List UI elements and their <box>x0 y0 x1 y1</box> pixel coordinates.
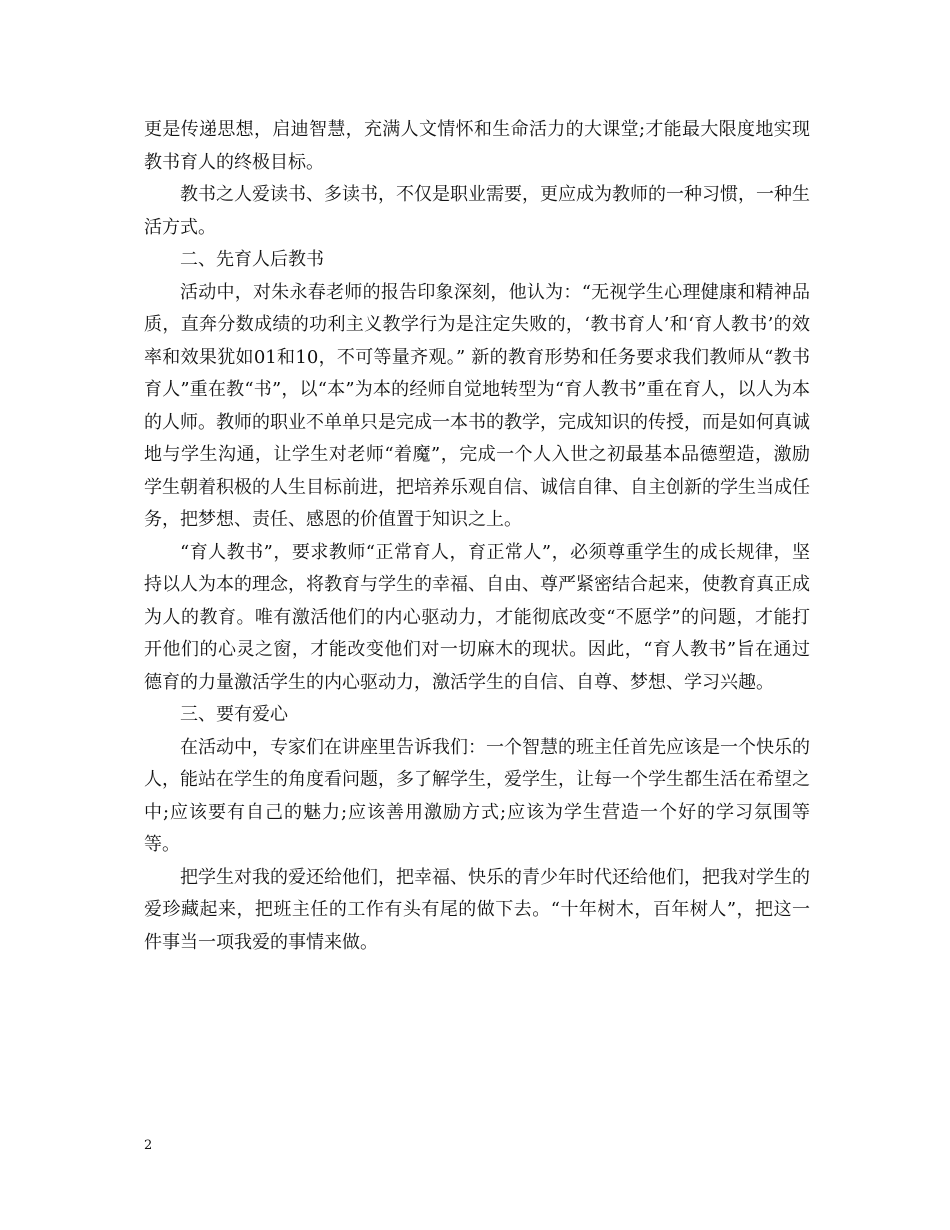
paragraph-continuation: 更是传递思想，启迪智慧，充满人文情怀和生命活力的大课堂;才能最大限度地实现教书育人的终极目标。 <box>144 119 810 173</box>
section-heading-2: 二、先育人后教书 <box>180 249 324 270</box>
paragraph: 活动中，对朱永春老师的报告印象深刻，他认为：“无视学生心理健康和精神品质，直奔分数成绩的功利主义教学行为是注定失败的，‘教书育人’和‘育人教书’的效率和效果犹如01和10，不可等量齐观。” 新的教育形势和任务要求我们教师从“教书育人”重在教“书”，以“本”为本的经师自觉地转型为“育人教书”重在育人，以人为本的人师。教师的职业不单单只是完成一本书的教学，完成知识的传授，而是如何真诚地与学生沟通，让学生对老师“着魔”，完成一个人入世之初最基本品德塑造，激励学生朝着积极的人生目标前进，把培养乐观自信、诚信自律、自主创新的学生当成任务，把梦想、责任、感恩的价值置于知识之上。 <box>144 281 810 530</box>
page-number: 2 <box>144 1138 153 1153</box>
paragraph: “育人教书”，要求教师“正常育人，育正常人”，必须尊重学生的成长规律，坚持以人为本的理念，将教育与学生的幸福、自由、尊严紧密结合起来，使教育真正成为人的教育。唯有激活他们的内心驱动力，才能彻底改变“不愿学”的问题，才能打开他们的心灵之窗，才能改变他们对一切麻木的现状。因此，“育人教书”旨在通过德育的力量激活学生的内心驱动力，激活学生的自信、自尊、梦想、学习兴趣。 <box>144 541 810 693</box>
paragraph: 在活动中，专家们在讲座里告诉我们：一个智慧的班主任首先应该是一个快乐的人，能站在学生的角度看问题，多了解学生，爱学生，让每一个学生都生活在希望之中;应该要有自己的魅力;应该善用激励方式;应该为学生营造一个好的学习氛围等等。 <box>144 736 810 855</box>
document-body <box>144 114 810 959</box>
section-heading-3: 三、要有爱心 <box>180 704 288 725</box>
paragraph: 把学生对我的爱还给他们，把幸福、快乐的青少年时代还给他们，把我对学生的爱珍藏起来，把班主任的工作有头有尾的做下去。“十年树木，百年树人”，把这一件事当一项我爱的事情来做。 <box>144 866 810 953</box>
paragraph: 教书之人爱读书、多读书，不仅是职业需要，更应成为教师的一种习惯，一种生活方式。 <box>144 184 810 238</box>
